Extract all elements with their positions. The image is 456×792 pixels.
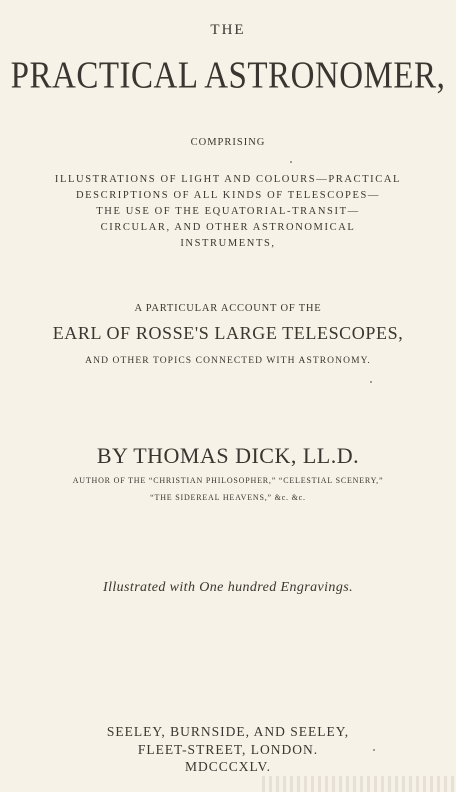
- description-line: THE USE OF THE EQUATORIAL-TRANSIT—: [96, 206, 360, 217]
- comprising-label: COMPRISING: [190, 137, 266, 148]
- description-line: CIRCULAR, AND OTHER ASTRONOMICAL: [100, 222, 356, 233]
- description-line: ILLUSTRATIONS OF LIGHT AND COLOURS—PRACTICAL: [54, 174, 402, 185]
- print-speck: [290, 161, 292, 163]
- author-credits-line: AUTHOR OF THE “CHRISTIAN PHILOSOPHER,” “CELESTIAL SCENERY,”: [72, 476, 384, 485]
- author-credits-line: “THE SIDEREAL HEAVENS,” &c. &c.: [150, 493, 306, 502]
- publisher-line: SEELEY, BURNSIDE, AND SEELEY,: [106, 724, 350, 739]
- description-line: DESCRIPTIONS OF ALL KINDS OF TELESCOPES—: [75, 190, 381, 201]
- other-topics-line: AND OTHER TOPICS CONNECTED WITH ASTRONOMY.: [85, 356, 371, 366]
- illustrated-note: Illustrated with One hundred Engravings.: [103, 580, 353, 595]
- print-speck: [373, 749, 375, 751]
- description-line: INSTRUMENTS,: [180, 238, 276, 249]
- author-byline: BY THOMAS DICK, LL.D.: [96, 443, 360, 468]
- print-speck: [370, 381, 372, 383]
- title-article: THE: [210, 22, 246, 38]
- earl-of-rosse-heading: EARL OF ROSSE'S LARGE TELESCOPES,: [52, 323, 404, 343]
- book-title: PRACTICAL ASTRONOMER,: [10, 55, 446, 97]
- page-smudge: [262, 776, 456, 792]
- particular-account-label: A PARTICULAR ACCOUNT OF THE: [134, 303, 322, 314]
- publication-year: MDCCCXLV.: [185, 759, 271, 774]
- publisher-line: FLEET-STREET, LONDON.: [137, 742, 319, 757]
